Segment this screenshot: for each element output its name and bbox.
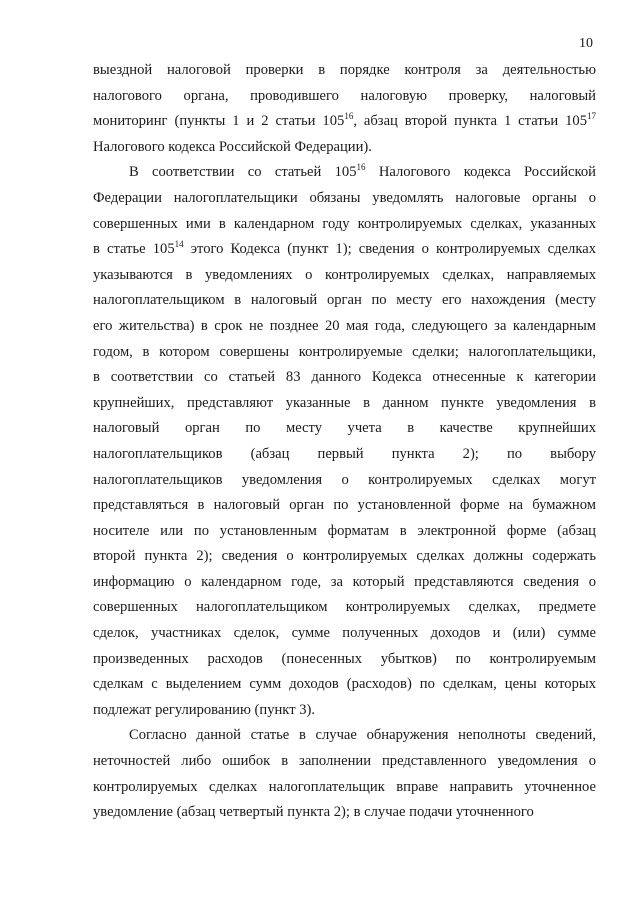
text-line: подлежат регулированию (пункт 3). [93,701,316,718]
text-line: совершенных налогоплательщиком контролируемых сделках, предмете [93,599,596,616]
text-line: налогового органа, проводившего налоговую проверку, налоговый [93,87,596,104]
text-line: налоговый орган по месту учета в качестве крупнейших [93,420,596,437]
text-line: его жительства) в срок не позднее 20 мая года, следующего за календарным [93,317,596,334]
text-line: В соответствии со статьей $105^{16}$ Налогового кодекса Российской [129,162,596,181]
text-line: крупнейших, представляют указанные в данном пункте уведомления в [93,394,596,411]
article-superscript: 17 [587,111,596,122]
text-line: информацию о календарном годе, за который представляются сведения о [93,573,596,590]
page-number: 10 [579,36,593,51]
text-line: налогоплательщиков уведомления о контролируемых сделках могут [93,471,596,488]
text-line: Федерации налогоплательщики обязаны уведомлять налоговые органы о [93,189,596,206]
article-superscript: 16 [356,162,366,173]
text-line: неточностей либо ошибок в заполнении представленного уведомления о [93,753,596,770]
text-line: в статье $105^{14}$ этого Кодекса (пункт 1); сведения о контролируемых сделках [93,239,596,258]
text-line: Налогового кодекса Российской Федерации). [93,138,372,155]
text-line: налогоплательщиков (абзац первый пункта 2); по выбору [93,445,596,462]
text-line: произведенных расходов (понесенных убытков) по контролируемым [93,650,596,667]
text-line: второй пункта 2); сведения о контролируемых сделках должны содержать [93,548,596,565]
text-line: Согласно данной статье в случае обнаружения неполноты сведений, [129,727,596,744]
text-line: контролируемых сделках налогоплательщик вправе направить уточненное [93,778,596,795]
text-line: сделок, участниках сделок, сумме полученных доходов и (или) сумме [93,625,596,642]
text-line: уведомление (абзац четвертый пункта 2); в случае подачи уточненного [93,804,534,821]
text-line: сделкам с выделением сумм доходов (расходов) по сделкам, цены которых [93,676,596,693]
text-line: мониторинг (пункты 1 и 2 статьи $105^{16}$, абзац второй пункта 1 статьи $105^{17}$ [93,111,596,130]
text-line: представляться в налоговый орган по установленной форме на бумажном [93,497,596,514]
text-line: годом, в котором совершены контролируемые сделки; налогоплательщики, [93,343,596,360]
document-body [93,58,596,826]
article-superscript: 16 [344,111,354,122]
text-line: совершенных ими в календарном году контролируемых сделках, указанных [93,215,596,232]
text-line: в соответствии со статьей 83 данного Кодекса отнесенные к категории [93,369,596,386]
text-line: указываются в уведомлениях о контролируемых сделках, направляемых [93,266,596,283]
article-superscript: 14 [174,239,184,250]
text-line: налогоплательщиком в налоговый орган по месту его нахождения (месту [93,292,596,309]
text-line: носителе или по установленным форматам в электронной форме (абзац [93,522,596,539]
text-line: выездной налоговой проверки в порядке контроля за деятельностью [93,62,596,78]
